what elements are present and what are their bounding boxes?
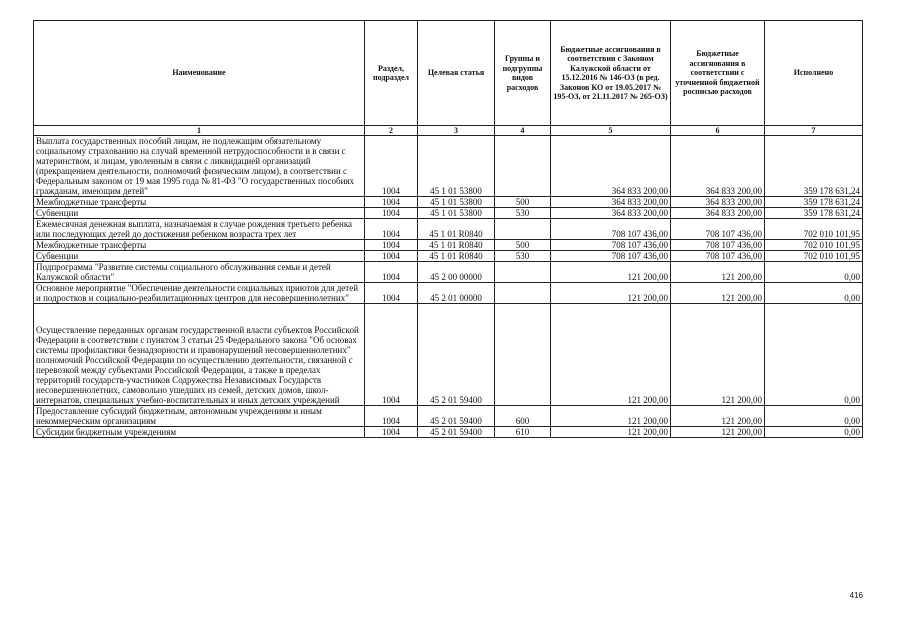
row-refined-amount: 121 200,00	[671, 304, 765, 406]
row-refined-amount: 121 200,00	[671, 427, 765, 438]
row-target: 45 1 01 R0840	[418, 251, 495, 262]
row-section: 1004	[365, 251, 418, 262]
row-group	[495, 136, 551, 197]
row-law-amount: 708 107 436,00	[551, 240, 671, 251]
row-executed-amount: 359 178 631,24	[765, 197, 863, 208]
table-row	[34, 240, 863, 251]
table-row	[34, 427, 863, 438]
header-refined: Бюджетные ассигнования в соответствии с уточненной бюджетной росписью расходов	[671, 21, 765, 126]
row-refined-amount: 708 107 436,00	[671, 251, 765, 262]
row-refined-amount: 708 107 436,00	[671, 219, 765, 240]
row-refined-amount: 708 107 436,00	[671, 240, 765, 251]
table-row	[34, 251, 863, 262]
row-law-amount: 121 200,00	[551, 406, 671, 427]
row-section: 1004	[365, 197, 418, 208]
column-number: 4	[495, 126, 551, 136]
table-row	[34, 304, 863, 406]
row-target: 45 2 01 59400	[418, 427, 495, 438]
table-row	[34, 262, 863, 283]
row-section: 1004	[365, 427, 418, 438]
row-name: Субсидии бюджетным учреждениям	[34, 427, 365, 438]
header-groups: Группы и подгруппы видов расходов	[495, 21, 551, 126]
header-executed: Исполнено	[765, 21, 863, 126]
row-executed-amount: 0,00	[765, 427, 863, 438]
row-target: 45 1 01 53800	[418, 208, 495, 219]
row-group	[495, 283, 551, 304]
row-refined-amount: 364 833 200,00	[671, 136, 765, 197]
header-target: Целевая статья	[418, 21, 495, 126]
row-refined-amount: 121 200,00	[671, 262, 765, 283]
header-name: Наименование	[34, 21, 365, 126]
row-group: 500	[495, 240, 551, 251]
page-number: 416	[849, 591, 863, 600]
column-number: 6	[671, 126, 765, 136]
row-refined-amount: 364 833 200,00	[671, 197, 765, 208]
row-target: 45 1 01 R0840	[418, 219, 495, 240]
row-target: 45 2 01 59400	[418, 406, 495, 427]
row-name: Межбюджетные трансферты	[34, 240, 365, 251]
row-name: Предоставление субсидий бюджетным, автономным учреждениям и иным некоммерческим организациям	[34, 406, 365, 427]
row-law-amount: 708 107 436,00	[551, 219, 671, 240]
row-target: 45 1 01 53800	[418, 136, 495, 197]
row-name: Межбюджетные трансферты	[34, 197, 365, 208]
row-name: Осуществление переданных органам государственной власти субъектов Российской Федерации в соответствии с пунктом 3 статьи 25 Федерального закона "Об основах системы профилактики безнадзорности и правонарушений несовершеннолетних" полномочий Российской Федерации по осуществлению деятельности, связанной с перевозкой между субъектами Российской Федерации, а также в пределах территорий государств-участников Содружества Независимых Государств несовершеннолетних, самовольно ушедших из семей, детских домов, школ-интернатов, специальных учебно-воспитательных и иных детских учреждений	[34, 304, 365, 406]
row-law-amount: 121 200,00	[551, 427, 671, 438]
column-number: 7	[765, 126, 863, 136]
row-law-amount: 121 200,00	[551, 262, 671, 283]
row-name: Подпрограмма "Развитие системы социального обслуживания семьи и детей Калужской области"	[34, 262, 365, 283]
row-name: Основное мероприятие "Обеспечение деятельности социальных приютов для детей и подростков и социально-реабилитационных центров для несовершеннолетних"	[34, 283, 365, 304]
row-executed-amount: 0,00	[765, 262, 863, 283]
row-law-amount: 364 833 200,00	[551, 208, 671, 219]
table-row	[34, 406, 863, 427]
row-group: 530	[495, 251, 551, 262]
row-section: 1004	[365, 262, 418, 283]
row-executed-amount: 0,00	[765, 304, 863, 406]
row-target: 45 1 01 53800	[418, 197, 495, 208]
row-group	[495, 262, 551, 283]
column-number-row	[34, 126, 863, 136]
row-group: 610	[495, 427, 551, 438]
table-row	[34, 197, 863, 208]
row-executed-amount: 702 010 101,95	[765, 240, 863, 251]
row-group	[495, 219, 551, 240]
table-row	[34, 136, 863, 197]
row-target: 45 2 01 00000	[418, 283, 495, 304]
row-executed-amount: 702 010 101,95	[765, 251, 863, 262]
row-name: Субвенции	[34, 208, 365, 219]
header-law: Бюджетные ассигнования в соответствии с Законом Калужской области от 15.12.2016 № 146-ОЗ (в ред. Законов КО от 19.05.2017 № 195-ОЗ, от 21.11.2017 № 265-ОЗ)	[551, 21, 671, 126]
row-target: 45 2 01 59400	[418, 304, 495, 406]
row-executed-amount: 359 178 631,24	[765, 136, 863, 197]
row-law-amount: 708 107 436,00	[551, 251, 671, 262]
row-executed-amount: 0,00	[765, 406, 863, 427]
header-section: Раздел, подраздел	[365, 21, 418, 126]
column-number: 2	[365, 126, 418, 136]
row-law-amount: 121 200,00	[551, 304, 671, 406]
row-section: 1004	[365, 283, 418, 304]
table-row	[34, 208, 863, 219]
row-refined-amount: 364 833 200,00	[671, 208, 765, 219]
row-group: 530	[495, 208, 551, 219]
header-row	[34, 21, 863, 126]
column-number: 5	[551, 126, 671, 136]
row-refined-amount: 121 200,00	[671, 406, 765, 427]
row-section: 1004	[365, 240, 418, 251]
row-executed-amount: 702 010 101,95	[765, 219, 863, 240]
table-row	[34, 219, 863, 240]
row-executed-amount: 0,00	[765, 283, 863, 304]
row-name: Выплата государственных пособий лицам, не подлежащим обязательному социальному страхованию на случай временной нетрудоспособности и в связи с материнством, и лицам, уволенным в связи с ликвидацией организаций (прекращением деятельности, полномочий физическим лицом), в соответствии с Федеральным законом от 19 мая 1995 года № 81-ФЗ "О государственных пособиях гражданам, имеющим детей"	[34, 136, 365, 197]
row-section: 1004	[365, 219, 418, 240]
row-law-amount: 364 833 200,00	[551, 197, 671, 208]
row-executed-amount: 359 178 631,24	[765, 208, 863, 219]
row-group: 600	[495, 406, 551, 427]
row-section: 1004	[365, 208, 418, 219]
row-refined-amount: 121 200,00	[671, 283, 765, 304]
row-group	[495, 304, 551, 406]
row-name: Ежемесячная денежная выплата, назначаемая в случае рождения третьего ребенка или последующих детей до достижения ребенком возраста трех лет	[34, 219, 365, 240]
row-target: 45 2 00 00000	[418, 262, 495, 283]
column-number: 3	[418, 126, 495, 136]
table-row	[34, 283, 863, 304]
row-section: 1004	[365, 304, 418, 406]
row-target: 45 1 01 R0840	[418, 240, 495, 251]
row-law-amount: 364 833 200,00	[551, 136, 671, 197]
row-section: 1004	[365, 136, 418, 197]
column-number: 1	[34, 126, 365, 136]
budget-table	[33, 20, 863, 438]
row-group: 500	[495, 197, 551, 208]
row-name: Субвенции	[34, 251, 365, 262]
row-section: 1004	[365, 406, 418, 427]
row-law-amount: 121 200,00	[551, 283, 671, 304]
